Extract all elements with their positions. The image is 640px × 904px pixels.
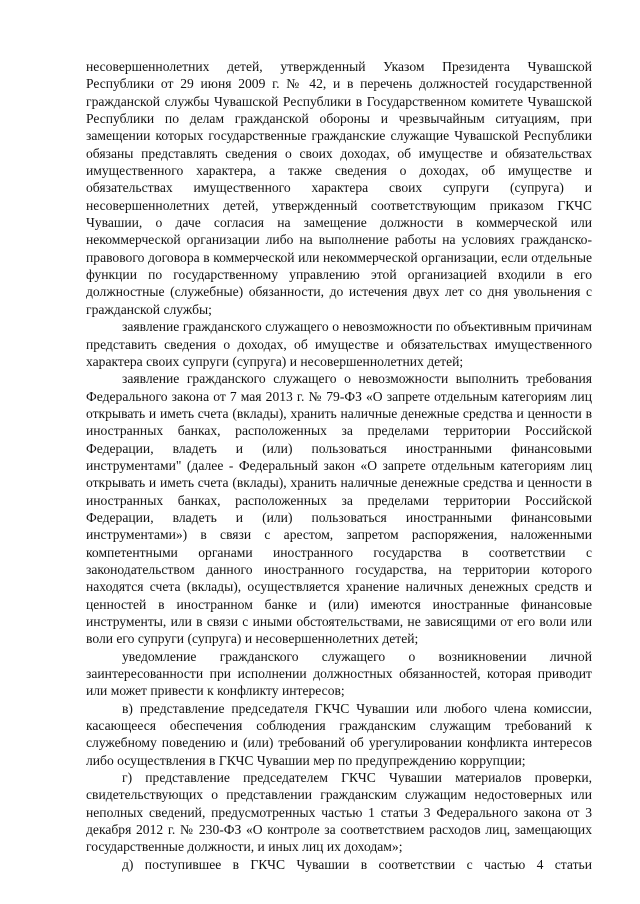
paragraph-item-g: г) представление председателем ГКЧС Чувашии материалов проверки, свидетельствующих о представлении гражданским служащим недостоверных или неполных сведений, предусмотренных частью 1 статьи 3 Федерального закона от 3 декабря 2012 г. № 230-ФЗ «О контроле за соответствием расходов лиц, замещающих государственные должности, и иных лиц их доходам»; [86, 770, 592, 855]
paragraph-continuation: несовершеннолетних детей, утвержденный Указом Президента Чувашской Республики от 29 июня 2009 г. № 42, и в перечень должностей государственной гражданской службы Чувашской Республики в Государственном комитете Чувашской Республики по делам гражданской обороны и чрезвычайным ситуациям, при замещении которых государственные гражданские служащие Чувашской Республики обязаны представлять сведения о своих доходах, об имуществе и обязательствах имущественного характера, а также сведения о доходах, об имуществе и обязательствах имущественного характера своих супруги (супруга) и несовершеннолетних детей, утвержденный соответствующим приказом ГКЧС Чувашии, о даче согласия на замещение должности в коммерческой или некоммерческой организации либо на выполнение работы на условиях гражданско-правового договора в коммерческой или некоммерческой организации, если отдельные функции по государственному управлению этой организацией входили в его должностные (служебные) обязанности, до истечения двух лет со дня увольнения с гражданской службы; [86, 59, 592, 317]
paragraph-item-d: д) поступившее в ГКЧС Чувашии в соответствии с частью 4 статьи [122, 856, 592, 872]
paragraph-notification-conflict: уведомление гражданского служащего о возникновении личной заинтересованности при исполнении должностных обязанностей, которая приводит или может привести к конфликту интересов; [86, 648, 592, 699]
paragraph-statement-foreign-accounts: заявление гражданского служащего о невозможности выполнить требования Федерального закона от 7 мая 2013 г. № 79-ФЗ «О запрете отдельным категориям лиц открывать и иметь счета (вклады), хранить наличные денежные средства и ценности в иностранных банках, расположенных за пределами территории Российской Федерации, владеть и (или) пользоваться иностранными финансовыми инструментами" (далее - Федеральный закон «О запрете отдельным категориям лиц открывать и иметь счета (вклады), хранить наличные денежные средства и ценности в иностранных банках, расположенных за пределами территории Российской Федерации, владеть и (или) пользоваться иностранными финансовыми инструментами») в связи с арестом, запретом распоряжения, наложенными компетентными органами иностранного государства в соответствии с законодательством данного иностранного государства, на территории которого находятся счета (вклады), осуществляется хранение наличных денежных средств и ценностей в иностранном банке и (или) имеются иностранные финансовые инструменты, или в связи с иными обстоятельствами, не зависящими от его воли или воли его супруги (супруга) и несовершеннолетних детей; [86, 371, 592, 647]
paragraph-item-v: в) представление председателя ГКЧС Чувашии или любого члена комиссии, касающееся обеспечения соблюдения гражданским служащим требований к служебному поведению и (или) требований об урегулировании конфликта интересов либо осуществления в ГКЧС Чувашии мер по предупреждению коррупции; [86, 700, 592, 768]
paragraph-statement-info-impossibility: заявление гражданского служащего о невозможности по объективным причинам представить сведения о доходах, об имуществе и обязательствах имущественного характера своих супруги (супруга) и несовершеннолетних детей; [86, 319, 592, 369]
